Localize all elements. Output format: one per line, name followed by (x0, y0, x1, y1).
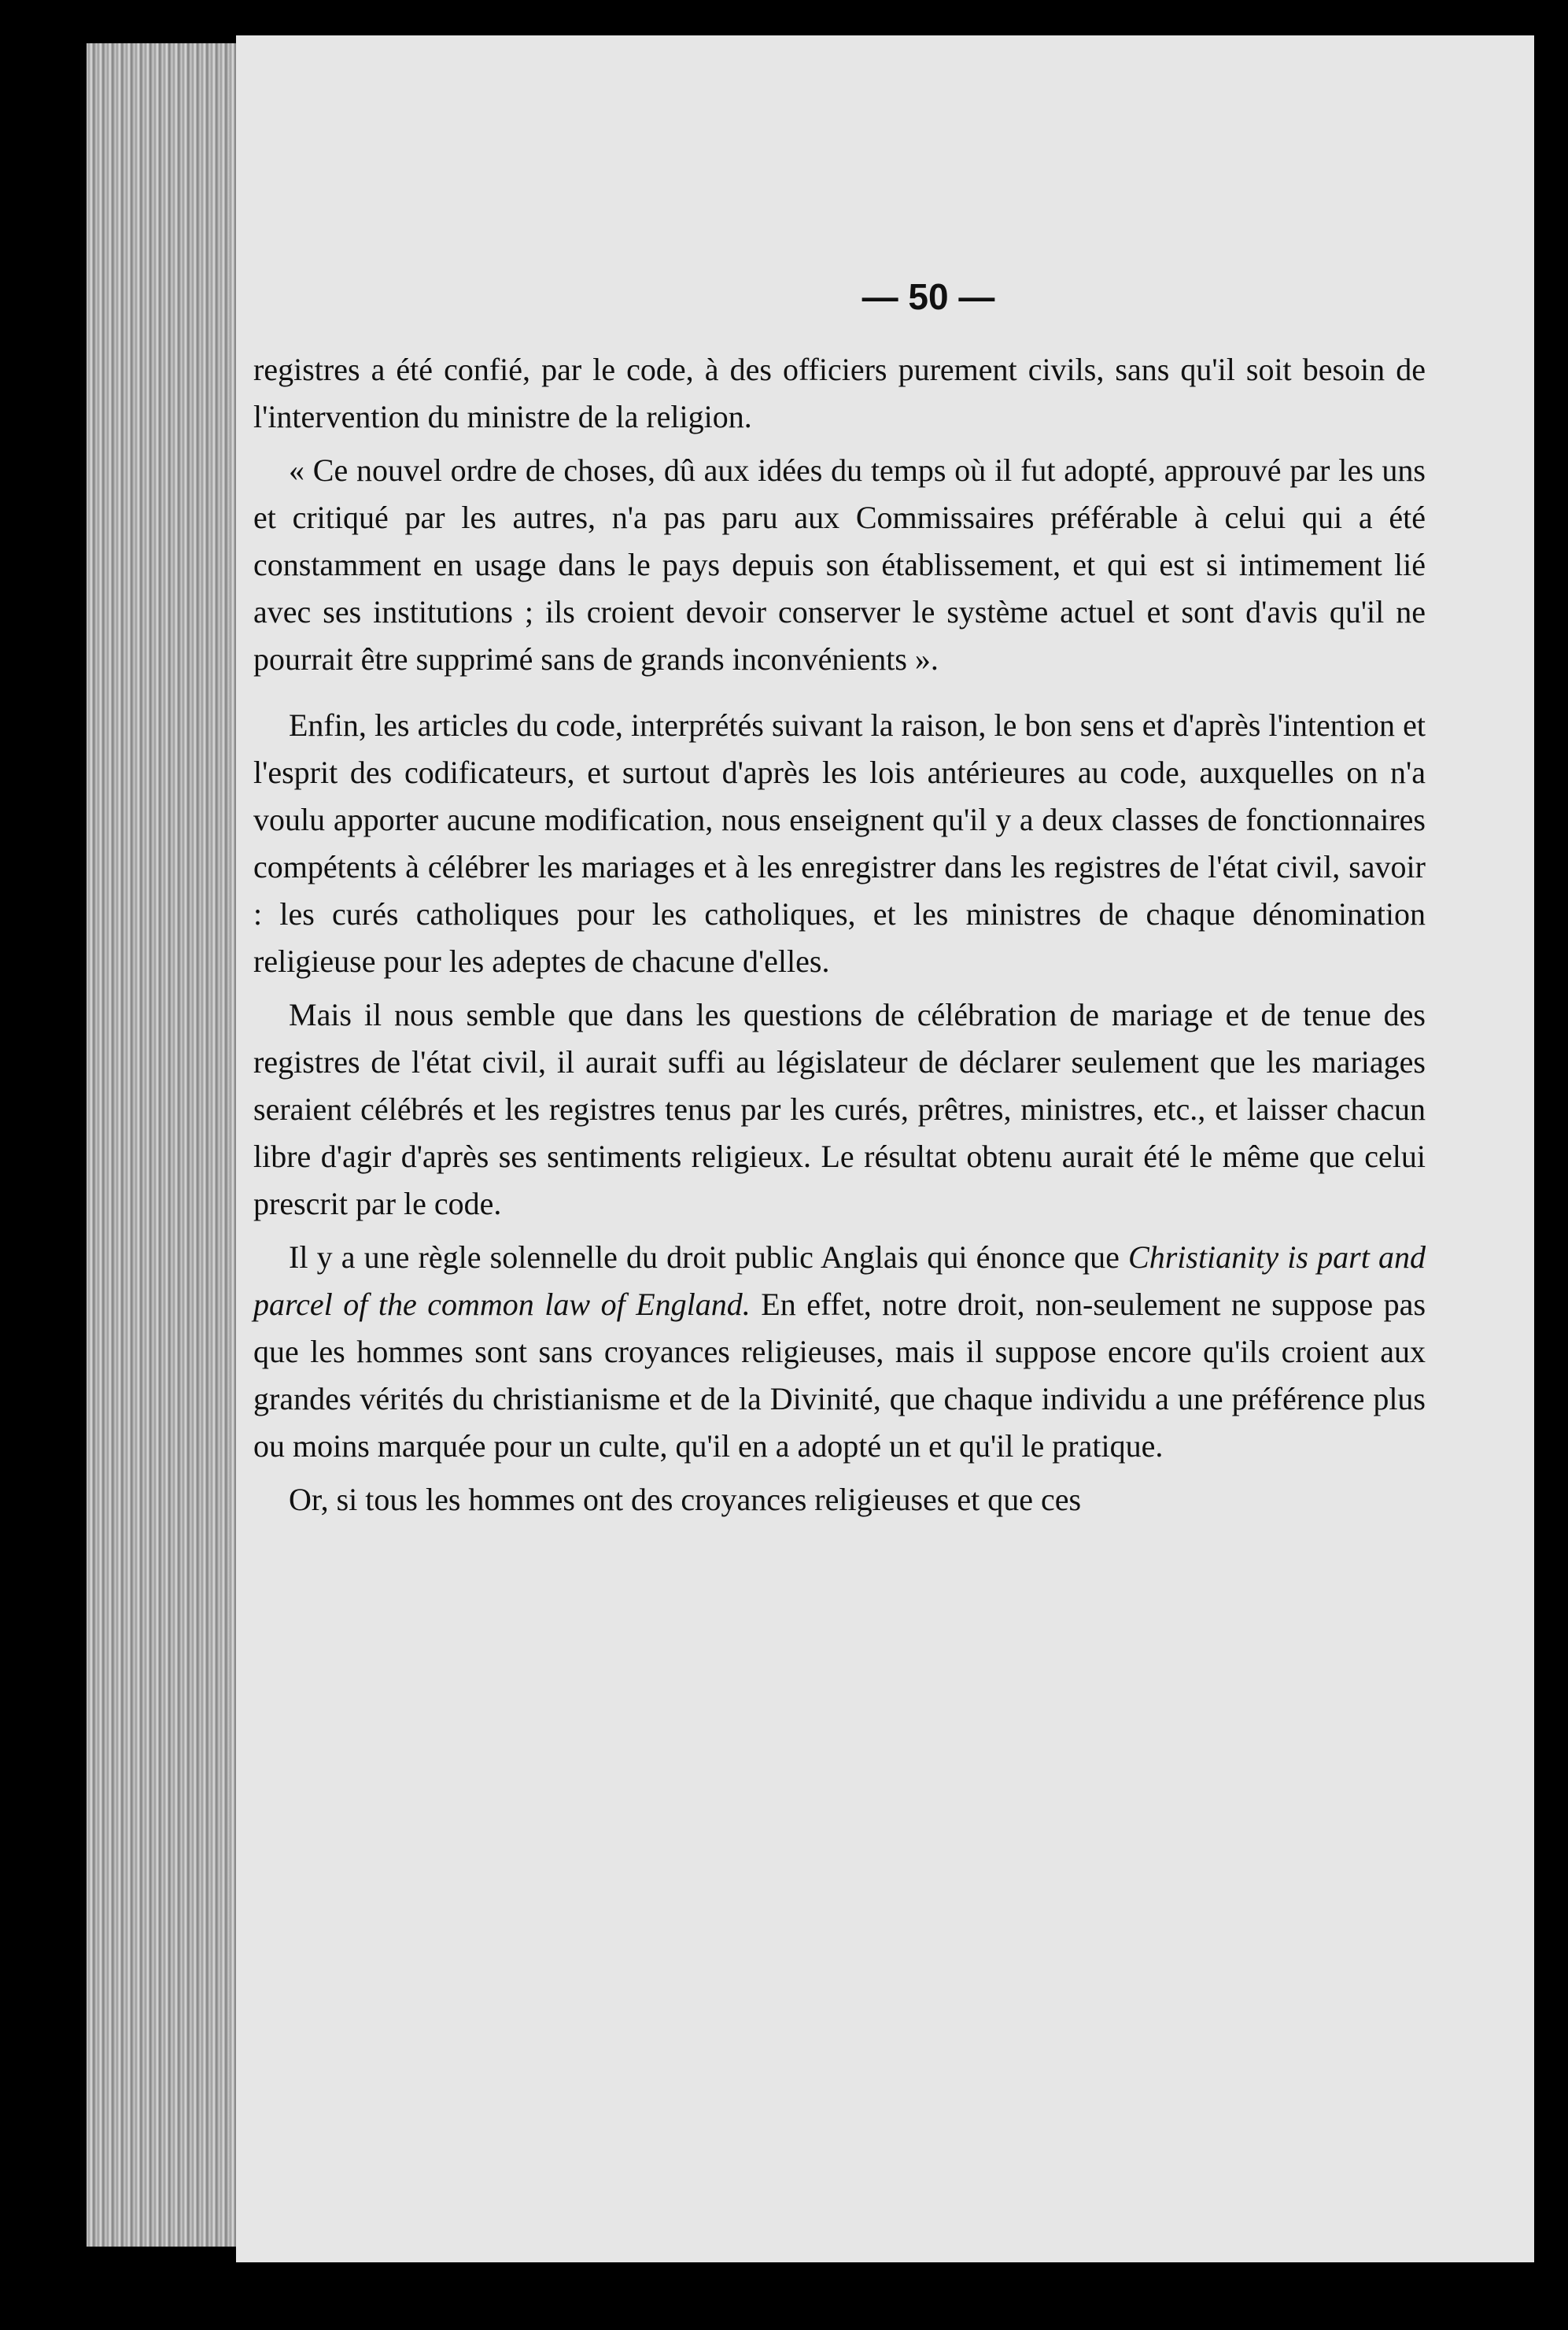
book-page-edges (87, 43, 244, 2247)
paragraph-5-before: Il y a une règle solennelle du droit public Anglais qui énonce que (289, 1239, 1129, 1275)
paragraph-4: Mais il nous semble que dans les questions de célébration de mariage et de tenue des registres de l'état civil, il aurait suffi au législateur de déclarer seulement que les mariages seraient célébrés et les registres tenus par les curés, prêtres, ministres, etc., et laisser chacun libre d'agir d'après ses sentiments religieux. Le résultat obtenu aurait été le même que celui prescrit par le code. (253, 997, 1426, 1221)
paragraph-3: Enfin, les articles du code, interprétés suivant la raison, le bon sens et d'après l'intention et l'esprit des codificateurs, et surtout d'après les lois antérieures au code, auxquelles on n'a voulu apporter aucune modification, nous enseignent qu'il y a deux classes de fonctionnaires compétents à célébrer les mariages et à les enregistrer dans les registres de l'état civil, savoir : les curés catholiques pour les catholiques, et les ministres de chaque dénomination religieuse pour les adeptes de chacune d'elles. (253, 707, 1426, 979)
body-text (253, 346, 1426, 1523)
paragraph-5-italic-quote: Christianity is part and parcel of the common law of England. (253, 1239, 1426, 1322)
paragraph-6: Or, si tous les hommes ont des croyances religieuses et que ces (289, 1482, 1082, 1517)
paragraph-5-after: En effet, notre droit, non-seulement ne suppose pas que les hommes sont sans croyances religieuses, mais il suppose encore qu'ils croient aux grandes vérités du christianisme et de la Divinité, que chaque individu a une préférence plus ou moins marquée pour un culte, qu'il en a adopté un et qu'il le pratique. (253, 1287, 1426, 1464)
paragraph-5 (253, 1234, 1426, 1470)
paragraph-1: registres a été confié, par le code, à des officiers purement civils, sans qu'il soit besoin de l'intervention du ministre de la religion. (253, 352, 1426, 434)
page-number: — 50 — (861, 276, 995, 317)
paragraph-2: « Ce nouvel ordre de choses, dû aux idées du temps où il fut adopté, approuvé par les uns et critiqué par les autres, n'a pas paru aux Commissaires préférable à celui qui a été constamment en usage dans le pays depuis son établissement, et qui est si intimement lié avec ses institutions ; ils croient devoir conserver le système actuel et sont d'avis qu'il ne pourrait être supprimé sans de grands inconvénients ». (253, 452, 1426, 677)
